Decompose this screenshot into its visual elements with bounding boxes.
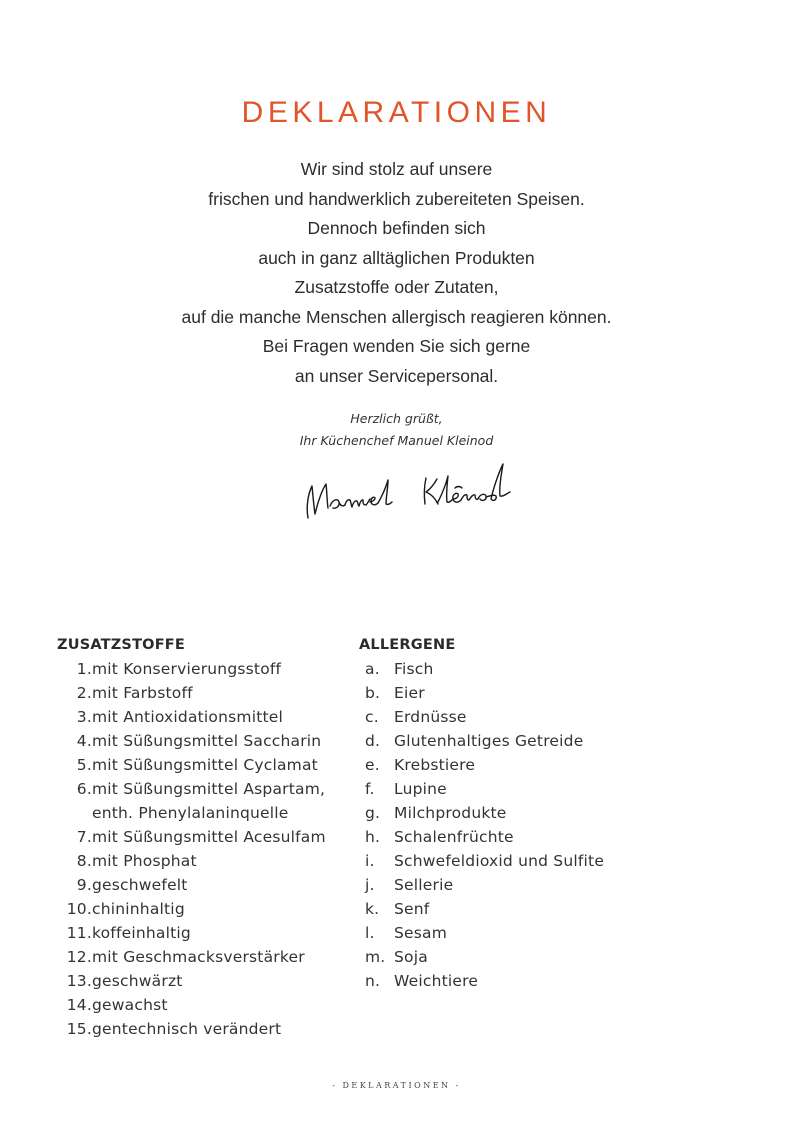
list-marker: c. [365,708,379,726]
list-marker: f. [365,780,375,798]
list-marker: i. [365,852,375,870]
list-text: mit Antioxidationsmittel [92,708,284,726]
list-item [359,897,659,921]
list-item [57,681,347,705]
list-text: mit Süßungsmittel Acesulfam [92,828,326,846]
allergene-heading: ALLERGENE [359,637,456,653]
chef-name: Ihr Küchenchef Manuel Kleinod [299,433,494,448]
list-item [57,1017,347,1041]
list-text: Krebstiere [394,756,476,774]
list-marker: 8. [76,852,92,870]
list-marker: l. [365,924,375,942]
list-text: mit Farbstoff [92,684,193,702]
list-item [359,681,659,705]
page-title: DEKLARATIONEN [241,96,552,130]
list-text: Lupine [394,780,447,798]
list-item [57,657,347,681]
list-item [57,969,347,993]
list-text: gentechnisch verändert [92,1020,282,1038]
list-item [359,945,659,969]
list-item [57,825,347,849]
list-text: Fisch [394,660,434,678]
list-text: mit Süßungsmittel Saccharin [92,732,322,750]
zusatzstoffe-list [57,657,347,1041]
list-item [57,873,347,897]
list-text: Senf [394,900,430,918]
list-item [57,705,347,729]
intro-line: auch in ganz alltäglichen Produkten [258,247,535,268]
list-text: Schwefeldioxid und Sulfite [394,852,605,870]
list-marker: 9. [76,876,92,894]
list-text: koffeinhaltig [92,924,191,942]
signature-image [300,452,525,527]
list-item [359,873,659,897]
intro-line: Dennoch befinden sich [307,218,486,238]
greeting [0,408,793,452]
list-marker: e. [365,756,380,774]
list-item [57,945,347,969]
allergene-section [359,633,659,993]
list-text: Milchprodukte [394,804,507,822]
list-text: Weichtiere [394,972,479,990]
intro-line: Zusatzstoffe oder Zutaten, [294,277,499,297]
list-text: Glutenhaltiges Getreide [394,732,584,750]
list-marker: n. [365,972,381,990]
list-item [57,801,347,825]
list-marker: 11. [66,924,92,942]
list-marker: 14. [66,996,92,1014]
list-item [57,777,347,801]
list-item [359,657,659,681]
list-marker: b. [365,684,381,702]
list-marker: 15. [66,1020,92,1038]
list-item [359,729,659,753]
list-marker: 7. [76,828,92,846]
list-marker: 2. [76,684,92,702]
list-text: Sesam [394,924,448,942]
list-text: enth. Phenylalaninquelle [92,804,289,822]
intro-line: frischen und handwerklich zubereiteten Speisen. [208,188,585,209]
list-text: chininhaltig [92,900,185,918]
list-item [57,849,347,873]
list-text: Sellerie [394,876,454,894]
list-text: mit Konservierungsstoff [92,660,282,678]
list-text: mit Süßungsmittel Aspartam, [92,780,326,798]
list-text: mit Geschmacksverstärker [92,948,305,966]
greeting-line: Herzlich grüßt, [350,411,443,426]
list-text: mit Süßungsmittel Cyclamat [92,756,318,774]
allergene-list [359,657,659,993]
list-marker: 12. [66,948,92,966]
list-marker: m. [365,948,386,966]
list-item [359,801,659,825]
list-marker: j. [365,876,375,894]
list-item [57,753,347,777]
list-marker [57,801,92,825]
zusatzstoffe-section [57,633,347,1041]
list-item [359,753,659,777]
list-text: geschwefelt [92,876,188,894]
list-marker: g. [365,804,381,822]
list-marker: h. [365,828,381,846]
list-item [57,729,347,753]
list-item [57,993,347,1017]
list-marker: 13. [66,972,92,990]
page-footer: - DEKLARATIONEN - [332,1081,461,1090]
list-marker: 5. [76,756,92,774]
intro-text [0,155,793,391]
list-text: Soja [394,948,428,966]
list-item [359,921,659,945]
list-marker: d. [365,732,381,750]
list-marker: 1. [76,660,92,678]
zusatzstoffe-heading: ZUSATZSTOFFE [57,637,186,653]
list-text: Schalenfrüchte [394,828,514,846]
list-item [359,705,659,729]
list-item [57,921,347,945]
intro-line: Bei Fragen wenden Sie sich gerne [262,336,531,356]
list-text: mit Phosphat [92,852,197,870]
list-marker: 6. [76,780,92,798]
list-marker: 10. [66,900,92,918]
list-text: Erdnüsse [394,708,467,726]
list-item [359,969,659,993]
intro-line: Wir sind stolz auf unsere [300,159,493,179]
list-item [359,849,659,873]
intro-line: an unser Servicepersonal. [294,365,499,386]
list-text: gewachst [92,996,168,1014]
list-marker: k. [365,900,380,918]
intro-line: auf die manche Menschen allergisch reagieren können. [181,306,612,327]
list-text: Eier [394,684,425,702]
list-marker: 3. [76,708,92,726]
list-text: geschwärzt [92,972,183,990]
list-marker: a. [365,660,380,678]
list-marker: 4. [76,732,92,750]
list-item [57,897,347,921]
list-item [359,825,659,849]
list-item [359,777,659,801]
